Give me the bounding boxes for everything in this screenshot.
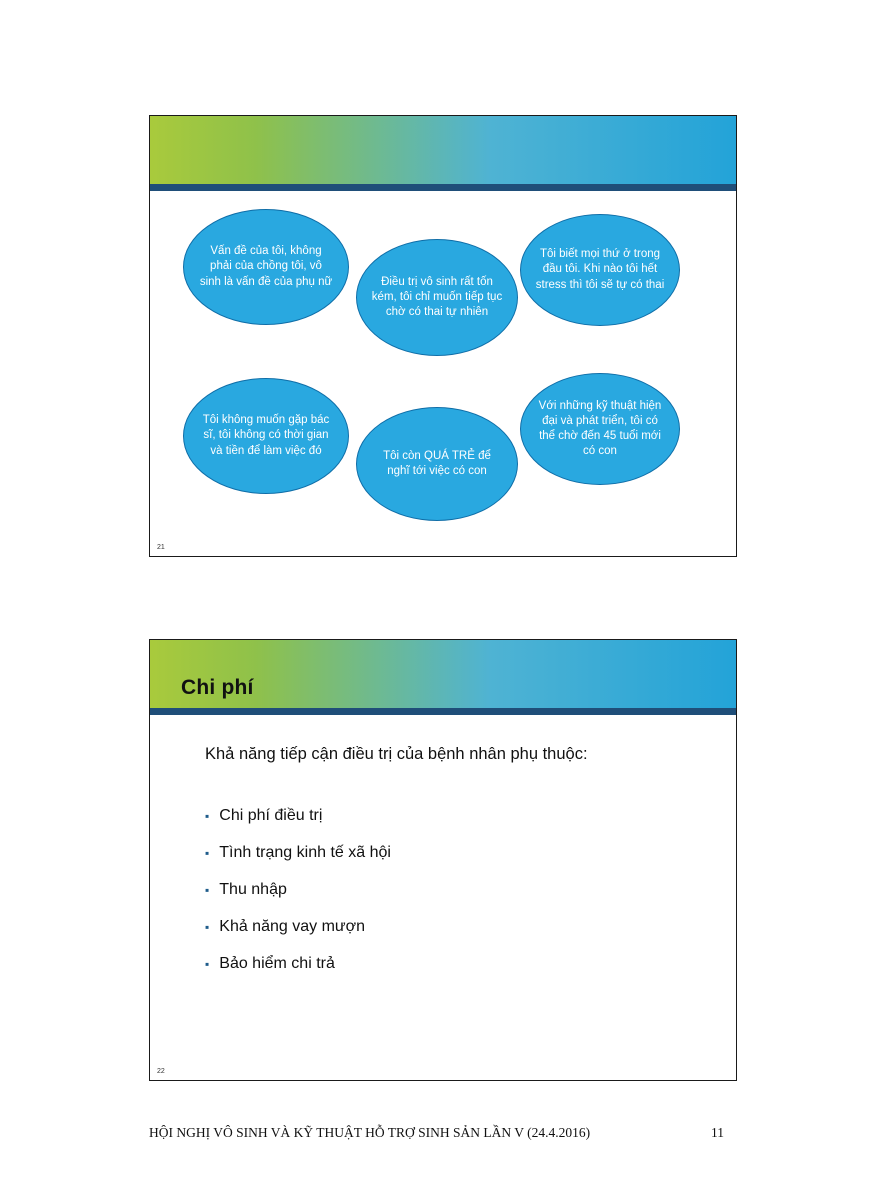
- speech-bubble-text: Tôi không muốn gặp bác sĩ, tôi không có thời gian và tiền để làm việc đó: [202, 414, 330, 457]
- speech-bubble-text: Tôi biết mọi thứ ở trong đầu tôi. Khi nào tôi hết stress thì tôi sẽ tự có thai: [535, 248, 665, 291]
- list-item: [205, 954, 685, 974]
- bullet-marker-icon: ▪: [205, 809, 210, 823]
- bullet-marker-icon: ▪: [205, 846, 210, 860]
- slide-banner-rule: [150, 184, 736, 191]
- speech-bubble-text: Điều trị vô sinh rất tốn kém, tôi chỉ muốn tiếp tục chờ có thai tự nhiên: [371, 275, 503, 319]
- speech-bubble: [183, 209, 349, 325]
- list-item: [205, 806, 685, 826]
- list-item-label: Tình trạng kinh tế xã hội: [219, 844, 391, 861]
- speech-bubble: [183, 378, 349, 494]
- list-item-label: Khả năng vay mượn: [219, 918, 365, 935]
- bullet-marker-icon: ▪: [205, 920, 210, 934]
- slide-number: 22: [157, 1068, 165, 1075]
- document-page-number: 11: [711, 1125, 724, 1140]
- speech-bubble: [356, 239, 518, 356]
- slide-banner: [150, 116, 736, 184]
- speech-bubble-text: Vấn đề của tôi, không phải của chồng tôi, vô sinh là vấn đề của phụ nữ: [199, 245, 333, 288]
- document-footer: HỘI NGHỊ VÔ SINH VÀ KỸ THUẬT HỖ TRỢ SINH SẢN LẦN V (24.4.2016): [149, 1125, 591, 1140]
- list-item: [205, 917, 685, 937]
- speech-bubble: [356, 407, 518, 521]
- slide-21: [149, 115, 737, 557]
- slide-title: Chi phí: [181, 676, 254, 699]
- speech-bubble-text: Tôi còn QUÁ TRẺ để nghĩ tới việc có con: [383, 449, 491, 477]
- list-item: [205, 843, 685, 863]
- list-item-label: Bảo hiểm chi trả: [219, 955, 335, 972]
- list-item-label: Chi phí điều trị: [219, 807, 323, 824]
- slide-22: [149, 639, 737, 1081]
- bullet-marker-icon: ▪: [205, 883, 210, 897]
- speech-bubble-text: Với những kỹ thuật hiện đại và phát triển, tôi có thể chờ đến 45 tuổi mới có con: [538, 399, 662, 458]
- speech-bubble: [520, 373, 680, 485]
- bullet-list: [205, 806, 685, 991]
- list-item-label: Thu nhập: [219, 881, 287, 898]
- list-item: [205, 880, 685, 900]
- speech-bubble: [520, 214, 680, 326]
- slide-number: 21: [157, 544, 165, 551]
- bullet-marker-icon: ▪: [205, 957, 210, 971]
- slide-banner-rule: [150, 708, 736, 715]
- lead-text: Khả năng tiếp cận điều trị của bệnh nhân phụ thuộc:: [205, 745, 588, 763]
